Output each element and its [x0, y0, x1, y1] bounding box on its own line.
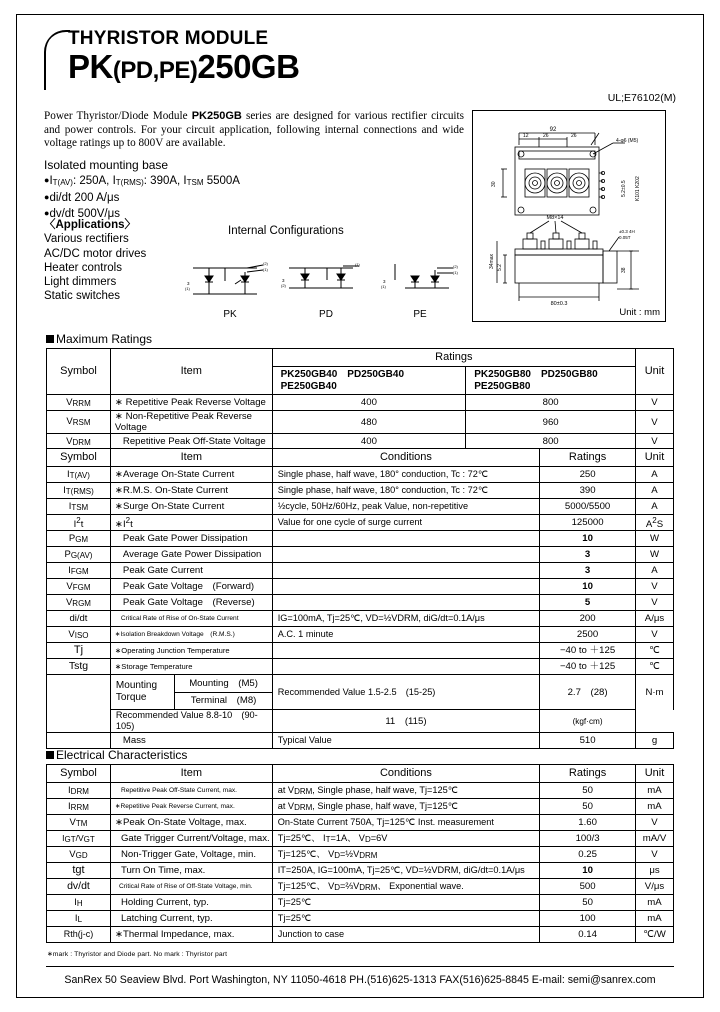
col-header-ratings: Ratings: [540, 765, 636, 783]
section-heading-electrical-characteristics: [46, 748, 187, 762]
row-symbol: di/dt: [47, 611, 111, 627]
table-header-row: [47, 765, 674, 783]
row-rating: 2500: [540, 627, 636, 643]
table-row: [47, 395, 674, 411]
row-unit: V: [636, 847, 674, 863]
description-part-number: PK250GB: [191, 110, 242, 122]
row-unit: V: [636, 579, 674, 595]
mass-rating: 510: [540, 733, 636, 749]
features-heading: Isolated mounting base: [44, 158, 169, 172]
table-row: [47, 499, 674, 515]
row-unit: μs: [636, 863, 674, 879]
page-title-subtitle: THYRISTOR MODULE: [68, 28, 269, 49]
footer-divider: [46, 966, 674, 967]
row-item: ∗Surge On-State Current: [110, 499, 272, 515]
row-rating: 100/3: [540, 831, 636, 847]
row-rating: −40 to ＋125: [540, 659, 636, 675]
table-row: [47, 911, 674, 927]
row-symbol: VRGM: [47, 595, 111, 611]
row-symbol: IDRM: [47, 783, 111, 799]
row-rating: 200: [540, 611, 636, 627]
company-address: SanRex 50 Seaview Blvd. Port Washington, NY 11050-4618 PH.(516)625-1313 FAX(516)625-8845 E-mail: semi@sanrex.com: [64, 974, 656, 986]
svg-text:(1): (1): [381, 284, 386, 289]
row-conditions: [272, 531, 539, 547]
row-item: Average Gate Power Dissipation: [110, 547, 272, 563]
col-header-unit: Unit: [636, 349, 674, 395]
row-symbol: tgt: [47, 863, 111, 879]
table-row: [47, 411, 674, 434]
row-rating: 5: [540, 595, 636, 611]
row-symbol: $I^2t$: [47, 515, 111, 531]
torque-mounting-rating: 2.7 (28): [540, 675, 636, 710]
col-header-item: Item: [110, 349, 272, 395]
row-item: ∗ Repetitive Peak Reverse Voltage: [110, 395, 272, 411]
row-item: ∗Peak On-State Voltage, max.: [110, 815, 272, 831]
row-conditions: Value for one cycle of surge current: [272, 515, 539, 531]
table-row: [47, 863, 674, 879]
table-row: [47, 467, 674, 483]
torque-label: Mounting Torque: [111, 675, 175, 709]
footnote: ∗mark : Thyristor and Diode part. No mark : Thyristor part: [47, 951, 228, 958]
row-symbol: VISO: [47, 627, 111, 643]
svg-text:(1): (1): [355, 262, 360, 267]
row-value-40v: 480: [272, 411, 466, 434]
dim-hole-callout: 4-φ6 (M5): [616, 138, 639, 144]
svg-text:(2): (2): [281, 283, 286, 288]
row-unit: V: [636, 815, 674, 831]
torque-mounting-conditions: Recommended Value 1.5-2.5 (15-25): [272, 675, 539, 710]
row-item: Peak Gate Voltage (Reverse): [110, 595, 272, 611]
table-row: [47, 515, 674, 531]
row-symbol: VTM: [47, 815, 111, 831]
torque-terminal-rating: 11 (115): [272, 710, 539, 733]
torque-mounting-label: Mounting (M5): [175, 675, 272, 692]
row-unit: mA: [636, 911, 674, 927]
feature-item-current: ●IT(AV): 250A, IT(RMS): 390A, ITSM 5500A: [44, 174, 240, 187]
row-rating: 100: [540, 911, 636, 927]
row-item: Repetitive Peak Off-State Current, max.: [110, 783, 272, 799]
table-row: [47, 831, 674, 847]
maximum-ratings-table: [46, 348, 674, 450]
row-unit: A: [636, 563, 674, 579]
row-unit: V/μs: [636, 879, 674, 895]
dim-seg-a: 12: [523, 133, 529, 139]
row-rating: 390: [540, 483, 636, 499]
svg-text:(1): (1): [453, 270, 458, 275]
row-symbol: PGM: [47, 531, 111, 547]
row-rating: 50: [540, 799, 636, 815]
table-row: [47, 659, 674, 675]
application-item: AC/DC motor drives: [44, 247, 147, 260]
row-symbol: dv/dt: [47, 879, 111, 895]
outline-drawing: [472, 110, 666, 322]
dim-right-note: 5.2±0.5: [621, 180, 627, 197]
col-header-unit: Unit: [636, 449, 674, 467]
table-row: [47, 643, 674, 659]
bullet-icon: ●: [44, 207, 50, 218]
bullet-icon: ●: [44, 192, 50, 202]
title-part-pk: PK: [68, 48, 113, 85]
row-item: Critical Rate of Rise of Off-State Voltage, min.: [110, 879, 272, 895]
row-symbol: ITSM: [47, 499, 111, 515]
row-rating: 500: [540, 879, 636, 895]
table-row: [47, 483, 674, 499]
svg-text:3: 3: [187, 281, 190, 286]
title-part-paren: (PD,PE): [112, 57, 198, 84]
row-conditions: at VDRM, Single phase, half wave, Tj=125℃: [272, 799, 539, 815]
row-item: Peak Gate Power Dissipation: [110, 531, 272, 547]
ul-mark: UL;E76102(M): [607, 92, 676, 104]
table-row-terminal-torque: [47, 710, 674, 733]
application-item: Heater controls: [44, 261, 122, 274]
mass-conditions: Typical Value: [272, 733, 539, 749]
mass-item: Mass: [110, 733, 272, 749]
row-item: Latching Current, typ.: [110, 911, 272, 927]
unit-label: Unit : mm: [619, 307, 660, 318]
row-conditions: [272, 547, 539, 563]
feature-item-dvdt: ●dv/dt 500V/μs: [44, 207, 120, 220]
row-symbol-empty: [47, 675, 111, 733]
row-unit: W: [636, 547, 674, 563]
row-conditions: [272, 659, 539, 675]
row-unit: mA/V: [636, 831, 674, 847]
row-conditions: [272, 643, 539, 659]
col-header-symbol: Symbol: [47, 449, 111, 467]
dim-base-length: 80±0.3: [550, 301, 568, 307]
internal-configurations-label: Internal Configurations: [228, 225, 344, 237]
dim-side-height: 5.2: [497, 264, 503, 271]
row-unit: mA: [636, 783, 674, 799]
row-symbol: IL: [47, 911, 111, 927]
row-symbol: IFGM: [47, 563, 111, 579]
row-unit: A: [636, 467, 674, 483]
table-header-row: [47, 449, 674, 467]
table-row: [47, 627, 674, 643]
row-unit: V: [636, 595, 674, 611]
outline-drawing-svg: [473, 111, 665, 321]
row-conditions: [272, 579, 539, 595]
svg-text:(2): (2): [263, 261, 268, 266]
row-symbol: IT(RMS): [47, 483, 111, 499]
circuit-diagram-pe: [375, 258, 465, 320]
application-item: Static switches: [44, 290, 121, 303]
part-group-80v: PK250GB80 PD250GB80 PE250GB80: [466, 367, 636, 395]
row-symbol: IRRM: [47, 799, 111, 815]
row-conditions: [272, 595, 539, 611]
dim-overall-width: 92: [549, 127, 557, 133]
row-conditions: Single phase, half wave, 180° conduction, Tc : 72℃: [272, 483, 539, 499]
col-header-item: Item: [110, 765, 272, 783]
row-rating: 3: [540, 563, 636, 579]
section-title-text: Maximum Ratings: [56, 332, 153, 346]
dim-right-tol-1: ±0.3 4H: [619, 229, 635, 234]
row-rating: 10: [540, 531, 636, 547]
table-row: [47, 595, 674, 611]
row-item: Holding Current, typ.: [110, 895, 272, 911]
row-item: ∗ Non-Repetitive Peak Reverse Voltage: [110, 411, 272, 434]
row-unit: ℃: [636, 643, 674, 659]
section-bullet-icon: [46, 751, 54, 759]
row-conditions: ½cycle, 50Hz/60Hz, peak Value, non-repetitive: [272, 499, 539, 515]
svg-text:(2): (2): [453, 264, 458, 269]
row-rating: 0.25: [540, 847, 636, 863]
row-unit: V: [636, 434, 674, 450]
table-row: [47, 531, 674, 547]
torque-unit-1: N·m: [636, 675, 674, 710]
title-part-number: 250GB: [197, 48, 300, 85]
row-item: Peak Gate Current: [110, 563, 272, 579]
table-row: [47, 927, 674, 943]
row-rating: 50: [540, 783, 636, 799]
row-symbol: Rth(j-c): [47, 927, 111, 943]
svg-text:3: 3: [282, 278, 285, 283]
row-item: ∗R.M.S. On-State Current: [110, 483, 272, 499]
section-heading-maximum-ratings: [46, 332, 152, 346]
row-item: ∗Storage Temperature: [110, 659, 272, 675]
dim-right-tol-2: 0.05T: [619, 235, 631, 240]
row-unit: ℃/W: [636, 927, 674, 943]
circuit-diagram-pd: [281, 258, 371, 320]
table-row: [47, 879, 674, 895]
row-rating: 5000/5500: [540, 499, 636, 515]
row-conditions: Single phase, half wave, 180° conduction, Tc : 72℃: [272, 467, 539, 483]
table-row: [47, 799, 674, 815]
table-row: [47, 847, 674, 863]
row-rating: 250: [540, 467, 636, 483]
table-row: [47, 563, 674, 579]
row-item: Critical Rate of Rise of On-State Current: [110, 611, 272, 627]
row-symbol: VRSM: [47, 411, 111, 434]
col-header-conditions: Conditions: [272, 449, 539, 467]
table-row: [47, 579, 674, 595]
row-symbol: Tj: [47, 643, 111, 659]
row-rating: 0.14: [540, 927, 636, 943]
svg-text:(1): (1): [263, 267, 268, 272]
circuit-diagram-pk: [185, 258, 275, 320]
torque-terminal-conditions: Recommended Value 8.8-10 (90-105): [110, 710, 272, 733]
dim-height: 38: [621, 267, 627, 273]
row-conditions: IG=100mA, Tj=25℃, VD=½VDRM, diG/dt=0.1A/μs: [272, 611, 539, 627]
row-rating: 10: [540, 579, 636, 595]
row-conditions: A.C. 1 minute: [272, 627, 539, 643]
row-conditions: Tj=25℃: [272, 895, 539, 911]
row-unit: A: [636, 499, 674, 515]
row-unit: ℃: [636, 659, 674, 675]
torque-item-cell: [110, 675, 272, 710]
row-item: ∗Isolation Breakdown Voltage (R.M.S.): [110, 627, 272, 643]
row-conditions: [272, 563, 539, 579]
row-unit: mA: [636, 799, 674, 815]
row-conditions: On-State Current 750A, Tj=125℃ Inst. measurement: [272, 815, 539, 831]
row-unit: V: [636, 411, 674, 434]
dim-side-max: 34max: [489, 253, 495, 269]
circuit-name-pd: PD: [319, 309, 333, 320]
row-item: Non-Trigger Gate, Voltage, min.: [110, 847, 272, 863]
circuit-name-pk: PK: [223, 309, 237, 320]
row-value-40v: 400: [272, 395, 466, 411]
row-conditions: Tj=125℃、 VD=½VDRM: [272, 847, 539, 863]
row-symbol-empty: [47, 733, 111, 749]
section-title-text: Electrical Characteristics: [56, 748, 188, 762]
table-row: [47, 611, 674, 627]
row-conditions: Junction to case: [272, 927, 539, 943]
dim-terminal-bolt: M8×14: [546, 215, 564, 221]
row-unit: W: [636, 531, 674, 547]
col-header-ratings: Ratings: [540, 449, 636, 467]
col-header-ratings: Ratings: [272, 349, 635, 367]
section-bullet-icon: [46, 335, 54, 343]
row-item: ∗Repetitive Peak Reverse Current, max.: [110, 799, 272, 815]
header: [44, 28, 464, 90]
row-symbol: PG(AV): [47, 547, 111, 563]
col-header-item: Item: [110, 449, 272, 467]
applications-heading: 〈Applications〉: [44, 219, 137, 231]
row-symbol: Tstg: [47, 659, 111, 675]
row-rating: 1.60: [540, 815, 636, 831]
row-conditions: IT=250A, IG=100mA, Tj=25℃, VD=½VDRM, diG/dt=0.1A/μs: [272, 863, 539, 879]
circuit-name-pe: PE: [413, 309, 427, 320]
dim-seg-b: 26: [543, 133, 549, 139]
row-conditions: Tj=25℃: [272, 911, 539, 927]
feature-item-didt: ●di/dt 200 A/μs: [44, 192, 120, 204]
table-row-mass: [47, 733, 674, 749]
row-unit: $A^2S$: [636, 515, 674, 531]
dim-left: 30: [491, 181, 497, 187]
row-symbol: VFGM: [47, 579, 111, 595]
row-value-80v: 960: [466, 411, 636, 434]
col-header-symbol: Symbol: [47, 765, 111, 783]
row-symbol: IH: [47, 895, 111, 911]
row-item: ∗Thermal Impedance, max.: [110, 927, 272, 943]
bullet-icon: ●: [44, 174, 50, 185]
row-conditions: at VDRM, Single phase, half wave, Tj=125℃: [272, 783, 539, 799]
svg-text:(1): (1): [185, 286, 190, 291]
row-item: Repetitive Peak Off-State Voltage: [110, 434, 272, 450]
row-rating: 125000: [540, 515, 636, 531]
row-rating: 50: [540, 895, 636, 911]
row-symbol: IGT/VGT: [47, 831, 111, 847]
torque-terminal-label: Terminal (M8): [190, 695, 257, 707]
row-value-80v: 800: [466, 395, 636, 411]
row-item: Gate Trigger Current/Voltage, max.: [110, 831, 272, 847]
table-row-mounting-torque: [47, 675, 674, 710]
row-unit: V: [636, 627, 674, 643]
internal-configuration-diagrams: [185, 258, 470, 320]
table-row: [47, 895, 674, 911]
mass-unit: g: [636, 733, 674, 749]
torque-unit-2: (kgf·cm): [540, 710, 636, 733]
row-symbol: VDRM: [47, 434, 111, 450]
row-conditions: Tj=125℃、 VD=⅔VDRM、 Exponential wave.: [272, 879, 539, 895]
row-rating: −40 to ＋125: [540, 643, 636, 659]
dim-seg-c: 26: [571, 133, 577, 139]
row-unit: A/μs: [636, 611, 674, 627]
row-unit: A: [636, 483, 674, 499]
row-value-40v: 400: [272, 434, 466, 450]
svg-text:3: 3: [383, 279, 386, 284]
row-unit: V: [636, 395, 674, 411]
row-symbol: IT(AV): [47, 467, 111, 483]
electrical-characteristics-table: [46, 764, 674, 943]
ratings-conditions-table: [46, 448, 674, 749]
col-header-symbol: Symbol: [47, 349, 111, 395]
row-unit: mA: [636, 895, 674, 911]
table-row: [47, 547, 674, 563]
table-row: [47, 815, 674, 831]
row-value-80v: 800: [466, 434, 636, 450]
row-conditions: Tj=25℃、 IT=1A、 VD=6V: [272, 831, 539, 847]
row-rating: 3: [540, 547, 636, 563]
product-description: Power Thyristor/Diode Module PK250GB series are designed for various rectifier circuits and power controls. For your circuit application, following internal connections and wide voltage ratings up to 800V are available.: [44, 110, 464, 150]
row-symbol: VGD: [47, 847, 111, 863]
col-header-unit: Unit: [636, 765, 674, 783]
row-item: Turn On Time, max.: [110, 863, 272, 879]
row-rating: 10: [540, 863, 636, 879]
table-row: [47, 783, 674, 799]
part-group-40v: PK250GB40 PD250GB40 PE250GB40: [272, 367, 466, 395]
row-symbol: VRRM: [47, 395, 111, 411]
row-item: ∗Operating Junction Temperature: [110, 643, 272, 659]
page-title: [68, 48, 299, 90]
row-item: ∗Average On-State Current: [110, 467, 272, 483]
table-header-row: [47, 349, 674, 367]
application-item: Light dimmers: [44, 276, 117, 289]
application-item: Various rectifiers: [44, 233, 129, 246]
features-list: [44, 158, 344, 221]
label-k101-k202: K101 K202: [635, 176, 641, 201]
col-header-conditions: Conditions: [272, 765, 539, 783]
row-item: Peak Gate Voltage (Forward): [110, 579, 272, 595]
row-item: $∗I^2t$: [110, 515, 272, 531]
